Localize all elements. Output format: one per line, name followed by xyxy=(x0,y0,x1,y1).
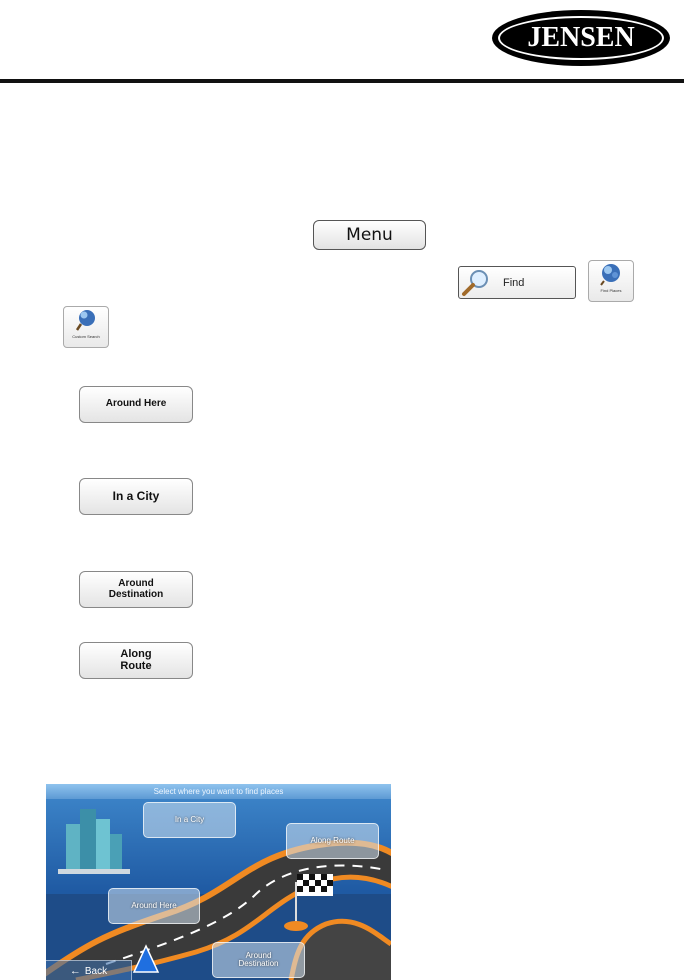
menu-button[interactable]: Menu xyxy=(313,220,426,250)
screen-around-destination-line1: Around xyxy=(245,950,272,960)
along-route-button[interactable] xyxy=(79,642,193,679)
jensen-logo xyxy=(492,10,670,66)
around-destination-label-line2: Destination xyxy=(108,588,164,600)
logo-text: JENSEN xyxy=(527,22,635,53)
magnifier-icon xyxy=(459,267,493,298)
around-here-button[interactable] xyxy=(79,386,193,423)
screen-around-destination-button[interactable] xyxy=(212,942,305,978)
find-places-caption: Find Places xyxy=(600,288,622,293)
around-destination-button[interactable] xyxy=(79,571,193,608)
custom-search-caption: Custom Search xyxy=(72,334,100,339)
around-here-label: Around Here xyxy=(105,398,167,410)
in-a-city-label: In a City xyxy=(112,489,160,504)
device-screenshot xyxy=(46,784,391,980)
screen-in-a-city-button[interactable]: In a City xyxy=(143,802,236,838)
find-button[interactable] xyxy=(458,266,576,299)
globe-search-icon xyxy=(598,261,624,287)
along-route-label-line1: Along xyxy=(120,647,152,660)
in-a-city-button[interactable] xyxy=(79,478,193,515)
screen-title: Select where you want to find places xyxy=(46,784,391,799)
city-buildings-icon xyxy=(58,809,130,874)
screen-along-route-button[interactable]: Along Route xyxy=(286,823,379,859)
globe-search-icon xyxy=(73,307,99,333)
back-arrow-icon: ← xyxy=(69,965,81,977)
header-rule xyxy=(0,79,684,83)
screen-around-destination-line2: Destination xyxy=(238,959,279,968)
around-destination-label-line1: Around xyxy=(118,578,154,589)
logo-ellipse xyxy=(498,16,664,60)
logo-registered-mark: ® xyxy=(660,18,668,27)
screen-around-here-button[interactable]: Around Here xyxy=(108,888,200,924)
screen-back-button[interactable] xyxy=(46,960,132,980)
custom-search-button[interactable] xyxy=(63,306,109,348)
screen-back-label: Back xyxy=(84,965,108,977)
find-places-button[interactable] xyxy=(588,260,634,302)
along-route-label-line2: Route xyxy=(120,659,152,672)
find-button-label: Find xyxy=(503,276,525,289)
